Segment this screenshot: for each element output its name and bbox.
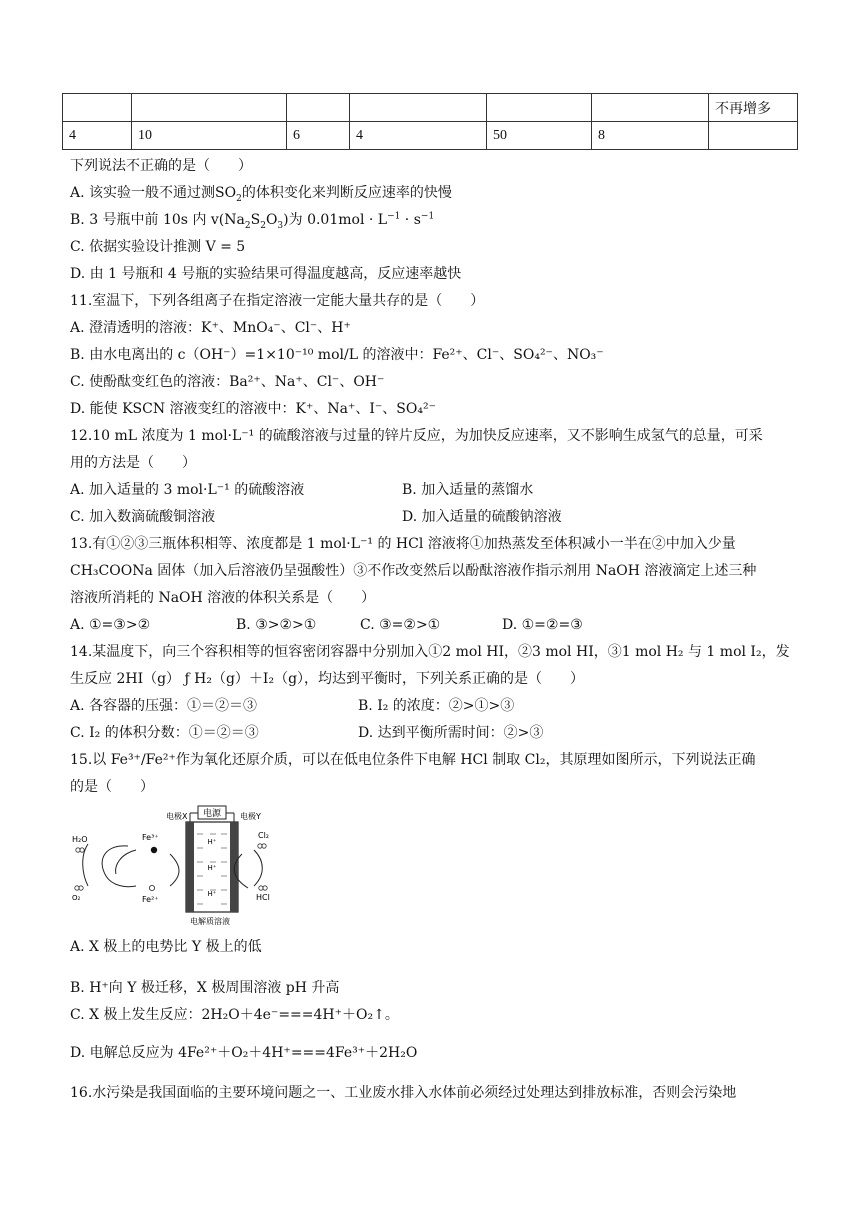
q13-stem-line1: 13.有①②③三瓶体积相等、浓度都是 1 mol·L⁻¹ 的 HCl 溶液将①加热蒸发至体积减小一半在②中加入少量 xyxy=(70,536,736,552)
q12-option-c: C. 加入数滴硫酸铜溶液 xyxy=(70,509,216,525)
electrolyte-label: 电解质溶液 xyxy=(190,917,230,926)
q10-option-d: D. 由 1 号瓶和 4 号瓶的实验结果可得温度越高，反应速率越快 xyxy=(70,266,462,282)
table-cell: 6 xyxy=(287,122,350,150)
q10-b-sup1: −1 xyxy=(387,211,401,222)
table-cell xyxy=(350,94,487,122)
q11-option-b: B. 由水电离出的 c（OH⁻）=1×10⁻¹⁰ mol/L 的溶液中：Fe²⁺、Cl⁻、SO₄²⁻、NO₃⁻ xyxy=(70,347,604,363)
q10-b-sub1: 2 xyxy=(244,220,251,231)
q14-stem-line1: 14.某温度下，向三个容积相等的恒容密闭容器中分别加入①2 mol HI，②3 mol HI，③1 mol H₂ 与 1 mol I₂，发 xyxy=(70,644,790,660)
q15-stem-line2: 的是（ ） xyxy=(70,779,154,795)
q10-b-mid2: O xyxy=(265,212,278,228)
q13-stem-line2: CH₃COONa 固体（加入后溶液仍呈强酸性）③不作改变然后以酚酞溶液作指示剂用 NaOH 溶液滴定上述三种 xyxy=(70,563,757,579)
q12-stem-line2: 用的方法是（ ） xyxy=(70,455,196,471)
electrolysis-diagram xyxy=(70,804,282,926)
q14-option-c: C. I₂ 的体积分数：①＝②＝③ xyxy=(70,725,259,741)
experiment-table xyxy=(62,93,798,150)
q10-b-mid: S xyxy=(250,212,261,228)
hcl-label: HCl xyxy=(256,893,270,902)
fe2-label: Fe²⁺ xyxy=(142,895,159,904)
table-cell: 50 xyxy=(487,122,592,150)
q12-stem-line1: 12.10 mL 浓度为 1 mol·L⁻¹ 的硫酸溶液与过量的锌片反应，为加快反应速率，又不影响生成氢气的总量，可采 xyxy=(70,428,763,444)
q15-stem-line1: 15.以 Fe³⁺/Fe²⁺作为氧化还原介质，可以在低电位条件下电解 HCl 制取 Cl₂，其原理如图所示，下列说法正确 xyxy=(70,752,756,768)
q10-a-tail: 的体积变化来判断反应速率的快慢 xyxy=(241,185,452,201)
table-cell: 不再增多 xyxy=(709,94,798,122)
h-ion-label: H⁺ xyxy=(207,864,217,872)
q10-b-sub3: 3 xyxy=(277,220,284,231)
q10-b-tail: )为 0.01mol · L xyxy=(283,212,388,228)
electrode-y-label: 电极Y xyxy=(240,812,261,821)
q10-option-b xyxy=(70,210,434,230)
q10-a-sub: 2 xyxy=(236,193,242,204)
table-row xyxy=(63,122,798,150)
q10-b-sub2: 2 xyxy=(260,220,266,231)
q14-option-b: B. I₂ 的浓度：②>①>③ xyxy=(358,698,515,714)
q14-option-a: A. 各容器的压强：①＝②＝③ xyxy=(70,698,258,714)
table-cell xyxy=(709,122,798,150)
q15-option-d: D. 电解总反应为 4Fe²⁺＋O₂＋4H⁺===4Fe³⁺＋2H₂O xyxy=(70,1045,418,1061)
o2-label: O₂ xyxy=(72,894,81,902)
q11-option-d: D. 能使 KSCN 溶液变红的溶液中：K⁺、Na⁺、I⁻、SO₄²⁻ xyxy=(70,401,436,417)
table-cell xyxy=(287,94,350,122)
q13-option-b: B. ③>②>① xyxy=(236,617,317,633)
h-ion-label: H⁺ xyxy=(207,838,217,846)
q10-b-tail2: · s xyxy=(400,212,421,228)
table-row xyxy=(63,94,798,122)
q11-stem: 11.室温下，下列各组离子在指定溶液一定能大量共存的是（ ） xyxy=(70,293,485,309)
q10-b-sup2: −1 xyxy=(420,211,435,222)
table-cell: 4 xyxy=(350,122,487,150)
q13-option-a: A. ①=③>② xyxy=(70,617,151,633)
q10-a-text: A. 该实验一般不通过测SO xyxy=(70,185,237,201)
table-cell: 8 xyxy=(592,122,709,150)
q14-stem-line2: 生反应 2HI（g） ƒ H₂（g）＋I₂（g），均达到平衡时，下列关系正确的是（ ） xyxy=(70,671,585,687)
q13-stem-line3: 溶液所消耗的 NaOH 溶液的体积关系是（ ） xyxy=(70,590,376,606)
fe3-label: Fe³⁺ xyxy=(142,833,159,842)
table-cell xyxy=(592,94,709,122)
q10-option-a xyxy=(70,183,452,203)
q12-option-a: A. 加入适量的 3 mol·L⁻¹ 的硫酸溶液 xyxy=(70,482,305,498)
table-cell xyxy=(487,94,592,122)
q16-stem-line1: 16.水污染是我国面临的主要环境问题之一、工业废水排入水体前必须经过处理达到排放标准，否则会污染地 xyxy=(70,1085,737,1101)
electrode-x-plate xyxy=(186,822,194,912)
q13-option-d: D. ①=②=③ xyxy=(502,617,583,633)
q10-stem: 下列说法不正确的是（ ） xyxy=(70,158,252,174)
electrode-x-label: 电极X xyxy=(166,812,188,821)
fe3-dot xyxy=(151,847,157,853)
cl2-label: Cl₂ xyxy=(258,831,270,840)
power-label: 电源 xyxy=(202,809,222,819)
q12-option-d: D. 加入适量的硫酸钠溶液 xyxy=(402,509,562,525)
h-ion-label: H⁺ xyxy=(207,890,217,898)
h2o-label: H₂O xyxy=(72,835,88,844)
q13-option-c: C. ③=②>① xyxy=(360,617,441,633)
q12-option-b: B. 加入适量的蒸馏水 xyxy=(402,482,534,498)
q15-option-b: B. H⁺向 Y 极迁移，X 极周围溶液 pH 升高 xyxy=(70,980,340,996)
q15-option-a: A. X 极上的电势比 Y 极上的低 xyxy=(70,939,262,955)
q10-b-pre: B. 3 号瓶中前 10s 内 v(Na xyxy=(70,212,245,228)
table-cell: 10 xyxy=(132,122,287,150)
q11-option-a: A. 澄清透明的溶液：K⁺、MnO₄⁻、Cl⁻、H⁺ xyxy=(70,320,351,336)
table-cell xyxy=(63,94,132,122)
q11-option-c: C. 使酚酞变红色的溶液：Ba²⁺、Na⁺、Cl⁻、OH⁻ xyxy=(70,374,385,390)
q15-option-c: C. X 极上发生反应：2H₂O＋4e⁻===4H⁺＋O₂↑。 xyxy=(70,1007,399,1023)
q10-option-c: C. 依据实验设计推测 V = 5 xyxy=(70,239,246,255)
table-cell: 4 xyxy=(63,122,132,150)
q14-option-d: D. 达到平衡所需时间：②>③ xyxy=(358,725,544,741)
table-cell xyxy=(132,94,287,122)
